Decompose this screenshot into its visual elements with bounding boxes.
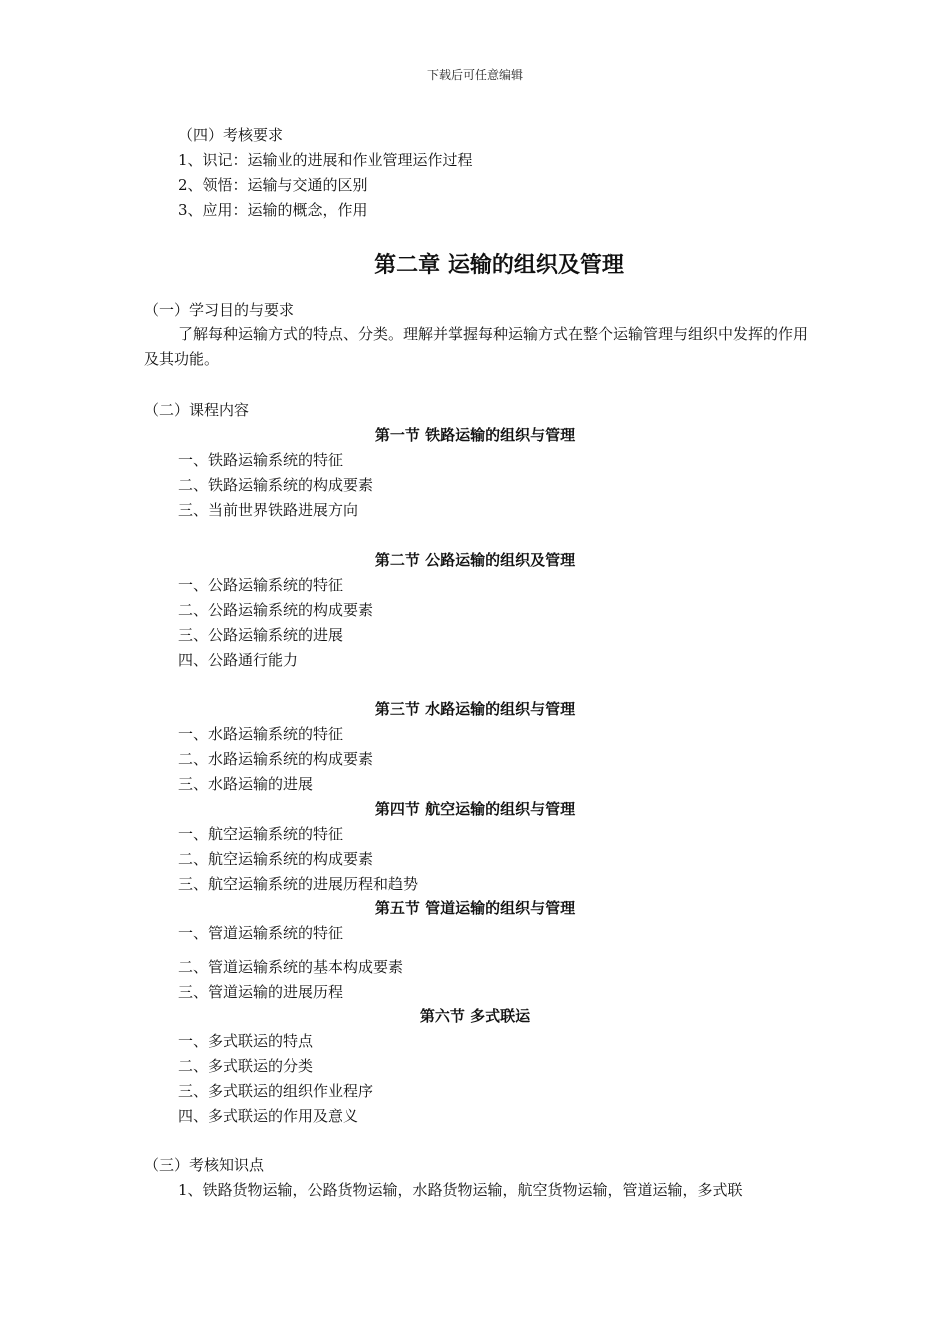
section-title: 第四节 航空运输的组织与管理 [374, 800, 576, 818]
objectives-text: 了解每种运输方式的特点、分类。理解并掌握每种运输方式在整个运输管理与组织中发挥的作用及其功能。 [144, 325, 809, 368]
list-item: 三、当前世界铁路进展方向 [178, 501, 359, 519]
list-item: 一、水路运输系统的特征 [178, 725, 344, 743]
list-item: 一、铁路运输系统的特征 [178, 451, 344, 469]
content-heading: （二）课程内容 [144, 401, 250, 419]
list-item: 二、铁路运输系统的构成要素 [178, 476, 374, 494]
list-item: 一、航空运输系统的特征 [178, 825, 344, 843]
assessment-item: 2、领悟：运输与交通的区别 [178, 176, 368, 194]
section-title: 第三节 水路运输的组织与管理 [374, 700, 576, 718]
list-item: 二、水路运输系统的构成要素 [178, 750, 374, 768]
section-title: 第二节 公路运输的组织及管理 [374, 551, 576, 569]
list-item: 一、公路运输系统的特征 [178, 576, 344, 594]
section-title: 第六节 多式联运 [419, 1007, 531, 1025]
list-item: 三、水路运输的进展 [178, 775, 314, 793]
assessment-heading: （四）考核要求 [178, 126, 284, 144]
list-item: 三、公路运输系统的进展 [178, 626, 344, 644]
assessment-item: 3、应用：运输的概念，作用 [178, 201, 368, 219]
list-item: 三、管道运输的进展历程 [178, 983, 344, 1001]
section-title: 第五节 管道运输的组织与管理 [374, 899, 576, 917]
chapter-title: 第二章 运输的组织及管理 [374, 253, 624, 278]
list-item: 四、公路通行能力 [178, 651, 299, 669]
knowledge-heading: （三）考核知识点 [144, 1156, 265, 1174]
list-item: 四、多式联运的作用及意义 [178, 1107, 359, 1125]
list-item: 二、公路运输系统的构成要素 [178, 601, 374, 619]
list-item: 一、多式联运的特点 [178, 1032, 314, 1050]
list-item: 一、管道运输系统的特征 [178, 924, 344, 942]
list-item: 三、多式联运的组织作业程序 [178, 1082, 374, 1100]
list-item: 二、航空运输系统的构成要素 [178, 850, 374, 868]
assessment-item: 1、识记：运输业的进展和作业管理运作过程 [178, 151, 473, 169]
objectives-heading: （一）学习目的与要求 [144, 301, 295, 319]
list-item: 三、航空运输系统的进展历程和趋势 [178, 875, 419, 893]
page-header: 下载后可任意编辑 [426, 68, 523, 82]
list-item: 二、管道运输系统的基本构成要素 [178, 958, 404, 976]
section-title: 第一节 铁路运输的组织与管理 [374, 426, 576, 444]
list-item: 二、多式联运的分类 [178, 1057, 314, 1075]
knowledge-item: 1、铁路货物运输，公路货物运输，水路货物运输，航空货物运输，管道运输，多式联 [178, 1181, 743, 1199]
